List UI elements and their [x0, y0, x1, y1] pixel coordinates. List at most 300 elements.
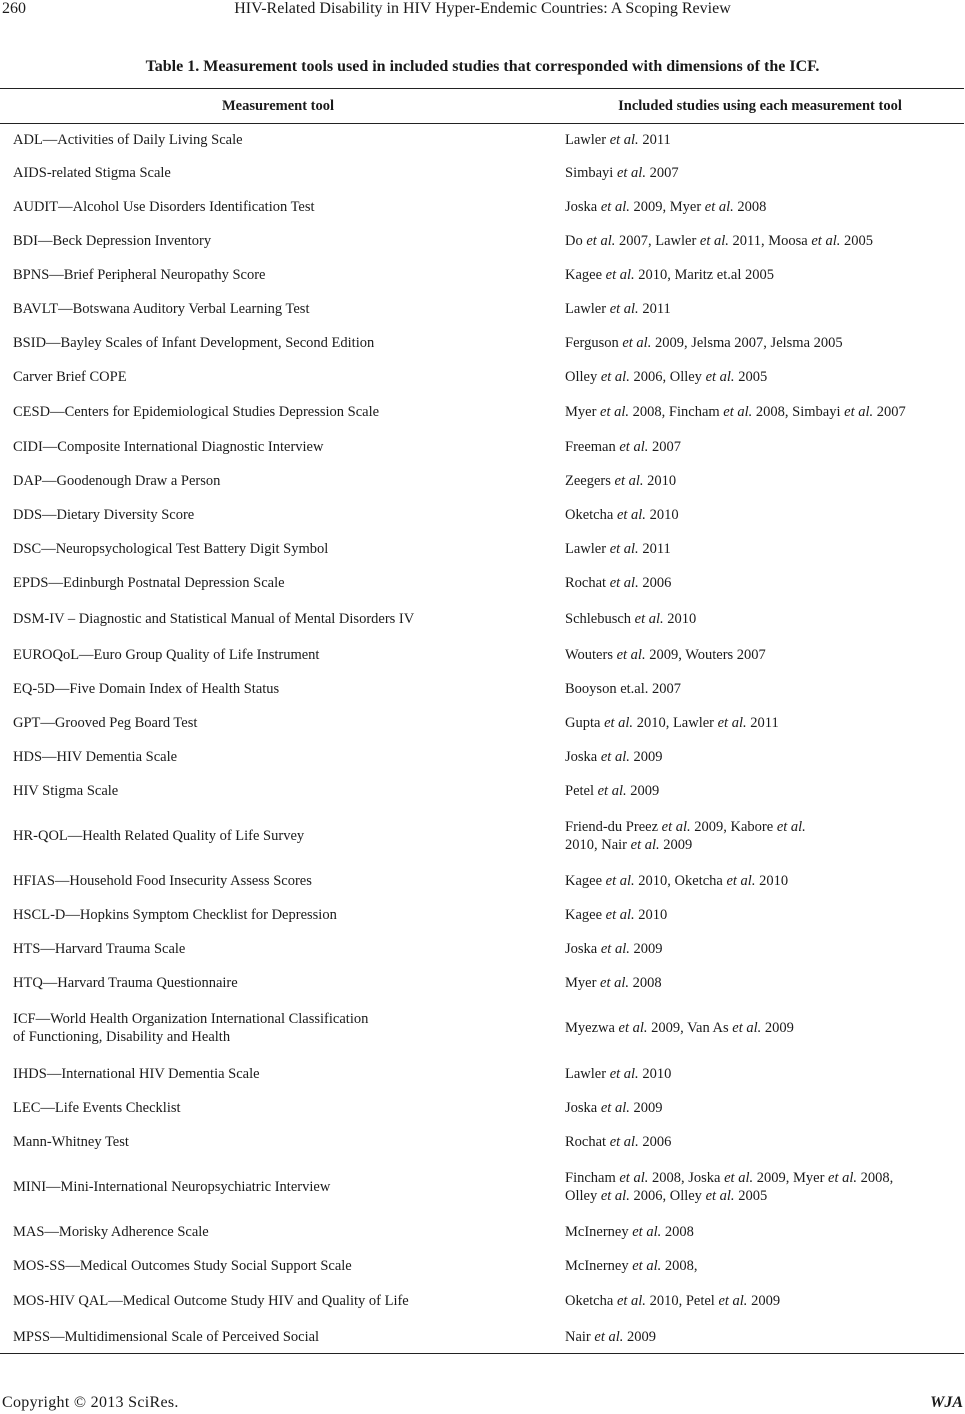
studies-line: [565, 540, 964, 558]
tool-name-line: HTQ—Harvard Trauma Questionnaire: [13, 975, 238, 991]
studies-cell: [553, 748, 964, 766]
tool-name-line: DAP—Goodenough Draw a Person: [13, 473, 221, 489]
citation-text: Oketcha: [565, 1293, 617, 1309]
tool-cell: [0, 300, 553, 318]
studies-cell: [553, 1292, 964, 1310]
studies-line: [565, 610, 964, 628]
citation-text: 2008, Fincham: [629, 404, 724, 420]
citation-et-al: et al.: [717, 715, 747, 731]
tool-cell: [0, 680, 553, 698]
table-row: [0, 637, 964, 672]
citation-text: McInerney: [565, 1257, 633, 1274]
citation-et-al: et al.: [609, 1134, 639, 1150]
tool-cell: [0, 610, 553, 628]
table-row: [0, 124, 964, 156]
citation-et-al: et al.: [605, 267, 635, 283]
citation-et-al: et al.: [622, 335, 652, 351]
studies-line: [565, 438, 964, 456]
citation-et-al: et al.: [732, 1020, 762, 1036]
table-header-row: [0, 89, 964, 124]
table-row: [0, 360, 964, 394]
citation-et-al: et al.: [616, 507, 646, 523]
studies-cell: [553, 540, 964, 558]
citation-text: 2009: [629, 1100, 663, 1116]
studies-line: [565, 232, 964, 250]
table-row: [0, 532, 964, 566]
studies-line: [565, 748, 964, 766]
studies-cell: [553, 818, 964, 854]
tool-cell: [0, 438, 553, 456]
citation-et-al: et al.: [828, 1169, 858, 1186]
tool-cell: [0, 403, 553, 421]
studies-line: [565, 1065, 964, 1083]
tool-cell: [0, 646, 553, 664]
citation-et-al: et al.: [616, 1293, 646, 1309]
table-row: [0, 1249, 964, 1282]
studies-line: [565, 940, 964, 958]
tool-name-line: MOS-SS—Medical Outcomes Study Social Support Scale: [13, 1257, 352, 1274]
tool-cell: [0, 872, 553, 890]
table-row: [0, 1320, 964, 1353]
citation-text: Olley: [565, 1187, 601, 1204]
tool-name-line: CIDI—Composite International Diagnostic Interview: [13, 439, 324, 455]
citation-et-al: et al.: [586, 233, 616, 249]
studies-line: [565, 1292, 964, 1310]
table-body: [0, 124, 964, 1354]
tool-name-line: MINI—Mini-International Neuropsychiatric Interview: [13, 1178, 331, 1195]
studies-line: [565, 1133, 964, 1151]
tool-cell: [0, 540, 553, 558]
tool-cell: [0, 574, 553, 592]
studies-line: [565, 646, 964, 664]
table-row: [0, 672, 964, 706]
citation-et-al: et al.: [600, 1187, 630, 1204]
studies-cell: [553, 940, 964, 958]
citation-text: Rochat: [565, 1134, 610, 1150]
citation-et-al: et al.: [632, 1257, 662, 1274]
citation-text: 2010: [638, 1065, 672, 1082]
table-row: [0, 430, 964, 464]
studies-cell: [553, 1223, 964, 1241]
studies-cell: [553, 1169, 964, 1205]
tool-cell: [0, 1178, 553, 1196]
citation-text: 2010, Maritz et.al 2005: [634, 267, 774, 283]
tool-cell: [0, 1065, 553, 1083]
table-row: [0, 932, 964, 966]
citation-et-al: et al.: [726, 873, 756, 889]
citation-text: Joska: [565, 749, 601, 765]
citation-text: Schlebusch: [565, 610, 635, 627]
studies-line: [565, 300, 964, 318]
citation-text: 2006, Olley: [629, 1187, 706, 1204]
citation-text: 2006, Olley: [629, 369, 706, 385]
citation-et-al: et al.: [705, 369, 735, 385]
citation-text: Zeegers: [565, 473, 615, 489]
table-row: [0, 464, 964, 498]
tool-name-line: BAVLT—Botswana Auditory Verbal Learning Test: [13, 301, 310, 317]
studies-cell: [553, 403, 964, 421]
studies-line: [565, 714, 964, 732]
studies-line: [565, 818, 964, 836]
studies-line: [565, 403, 964, 421]
studies-cell: [553, 680, 964, 698]
citation-text: McInerney: [565, 1223, 633, 1240]
table-row: [0, 1214, 964, 1249]
citation-text: 2009: [629, 941, 663, 957]
tool-cell: [0, 198, 553, 216]
citation-text: 2011, Moosa: [728, 233, 812, 249]
citation-text: Myezwa: [565, 1020, 619, 1036]
citation-text: 2010, Petel: [645, 1293, 719, 1309]
studies-cell: [553, 646, 964, 664]
tool-name-line: EUROQoL—Euro Group Quality of Life Instrument: [13, 646, 320, 663]
tool-name-line: LEC—Life Events Checklist: [13, 1100, 181, 1116]
tool-cell: [0, 906, 553, 924]
citation-text: 2010: [643, 473, 677, 489]
citation-text: 2009, Myer: [753, 1169, 829, 1186]
citation-text: Kagee: [565, 907, 606, 923]
tool-cell: [0, 1223, 553, 1241]
citation-et-al: et al.: [597, 783, 627, 799]
citation-et-al: et al.: [705, 1187, 735, 1204]
studies-line: [565, 164, 964, 182]
studies-cell: [553, 610, 964, 628]
citation-text: 2009: [626, 783, 660, 799]
citation-text: Ferguson: [565, 335, 623, 351]
citation-text: Lawler: [565, 132, 610, 148]
tool-name-line: AIDS-related Stigma Scale: [13, 165, 171, 181]
tool-name-line: MAS—Morisky Adherence Scale: [13, 1223, 209, 1240]
table-row: [0, 774, 964, 808]
tool-cell: [0, 1010, 553, 1046]
tool-name-line: ICF—World Health Organization International Classification: [13, 1011, 369, 1027]
citation-text: 2005: [734, 369, 768, 385]
tool-name-line: DSC—Neuropsychological Test Battery Digit Symbol: [13, 541, 329, 557]
citation-text: Friend-du Preez: [565, 819, 662, 835]
citation-text: 2011: [746, 715, 779, 731]
table-row: [0, 326, 964, 360]
citation-et-al: et al.: [609, 575, 639, 591]
studies-line: [565, 906, 964, 924]
table-row: [0, 156, 964, 190]
citation-text: Wouters: [565, 646, 617, 663]
tool-cell: [0, 1257, 553, 1275]
table-row: [0, 808, 964, 864]
citation-et-al: et al.: [614, 473, 644, 489]
tool-cell: [0, 1133, 553, 1151]
studies-line: [565, 680, 964, 698]
citation-text: 2009: [659, 837, 693, 853]
tool-name-line: BDI—Beck Depression Inventory: [13, 233, 212, 249]
tool-name-line: DDS—Dietary Diversity Score: [13, 507, 195, 523]
citation-text: 2009: [761, 1020, 794, 1036]
citation-et-al: et al.: [618, 1020, 648, 1036]
citation-text: Myer: [565, 975, 601, 991]
studies-line: [565, 1187, 964, 1205]
table-row: [0, 394, 964, 430]
citation-text: 2009: [747, 1293, 781, 1309]
tool-name-line: of Functioning, Disability and Health: [13, 1029, 231, 1045]
studies-cell: [553, 506, 964, 524]
table-row: [0, 898, 964, 932]
studies-cell: [553, 1328, 964, 1346]
running-title: HIV-Related Disability in HIV Hyper-Endemic Countries: A Scoping Review: [234, 0, 731, 17]
copyright-notice: Copyright © 2013 SciRes.: [2, 1394, 179, 1411]
citation-et-al: et al.: [609, 301, 639, 317]
tool-cell: [0, 164, 553, 182]
citation-et-al: et al.: [619, 439, 649, 455]
citation-text: Myer: [565, 404, 601, 420]
table-row: [0, 258, 964, 292]
tool-cell: [0, 506, 553, 524]
citation-text: 2011: [638, 301, 671, 317]
citation-text: 2007: [873, 404, 906, 420]
citation-text: 2010: [663, 610, 697, 627]
studies-cell: [553, 266, 964, 284]
citation-text: Fincham: [565, 1169, 620, 1186]
citation-text: 2009, Myer: [629, 199, 705, 215]
citation-text: 2010, Nair: [565, 837, 631, 853]
citation-text: Kagee: [565, 873, 606, 889]
tool-cell: [0, 1328, 553, 1346]
column-header-studies: Included studies using each measurement tool: [618, 97, 902, 114]
citation-text: 2010: [645, 507, 679, 523]
table-row: [0, 1091, 964, 1125]
table-row: [0, 1282, 964, 1320]
studies-cell: [553, 906, 964, 924]
citation-text: 2009, Wouters 2007: [645, 646, 766, 663]
citation-text: 2007, Lawler: [615, 233, 700, 249]
tool-name-line: BSID—Bayley Scales of Infant Development, Second Edition: [13, 335, 375, 351]
citation-text: Lawler: [565, 301, 610, 317]
citation-et-al: et al.: [776, 819, 806, 835]
citation-text: 2008, Joska: [648, 1169, 725, 1186]
tool-cell: [0, 1292, 553, 1310]
tool-name-line: Carver Brief COPE: [13, 369, 127, 385]
studies-cell: [553, 472, 964, 490]
citation-text: 2005: [840, 233, 873, 249]
citation-et-al: et al.: [600, 199, 630, 215]
studies-line: [565, 506, 964, 524]
citation-text: 2010: [634, 907, 668, 923]
citation-et-al: et al.: [718, 1293, 748, 1309]
citation-text: 2007: [645, 165, 679, 181]
citation-text: 2008, Simbayi: [752, 404, 845, 420]
citation-et-al: et al.: [619, 1169, 649, 1186]
citation-et-al: et al.: [604, 715, 634, 731]
citation-text: Joska: [565, 941, 601, 957]
tool-name-line: HDS—HIV Dementia Scale: [13, 749, 178, 765]
studies-line: [565, 782, 964, 800]
citation-text: 2011: [638, 132, 671, 148]
citation-text: 2009, Jelsma 2007, Jelsma 2005: [651, 335, 843, 351]
citation-text: 2008,: [661, 1257, 698, 1274]
tool-cell: [0, 131, 553, 149]
tool-cell: [0, 1099, 553, 1117]
tool-name-line: HR-QOL—Health Related Quality of Life Survey: [13, 828, 305, 844]
tool-name-line: BPNS—Brief Peripheral Neuropathy Score: [13, 267, 266, 283]
citation-text: Gupta: [565, 715, 605, 731]
table-row: [0, 292, 964, 326]
studies-line: [565, 198, 964, 216]
tool-cell: [0, 334, 553, 352]
studies-line: [565, 1328, 964, 1346]
tool-cell: [0, 748, 553, 766]
tool-name-line: HIV Stigma Scale: [13, 783, 119, 799]
studies-cell: [553, 872, 964, 890]
studies-line: [565, 131, 964, 149]
citation-text: 2006: [638, 1134, 672, 1150]
table-row: [0, 224, 964, 258]
citation-et-al: et al.: [594, 1328, 624, 1345]
citation-et-al: et al.: [609, 1065, 639, 1082]
tool-name-line: DSM-IV – Diagnostic and Statistical Manual of Mental Disorders IV: [13, 610, 415, 627]
tool-name-line: EPDS—Edinburgh Postnatal Depression Scale: [13, 575, 285, 591]
citation-text: Joska: [565, 1100, 601, 1116]
studies-cell: [553, 574, 964, 592]
tool-cell: [0, 782, 553, 800]
citation-text: 2009, Kabore: [690, 819, 777, 835]
tool-name-line: EQ-5D—Five Domain Index of Health Status: [13, 681, 280, 697]
studies-cell: [553, 1019, 964, 1037]
citation-text: 2006: [638, 575, 672, 591]
table-row: [0, 566, 964, 600]
studies-cell: [553, 131, 964, 149]
citation-et-al: et al.: [811, 233, 841, 249]
citation-et-al: et al.: [632, 1223, 662, 1240]
citation-et-al: et al.: [630, 837, 660, 853]
citation-et-al: et al.: [609, 541, 639, 557]
citation-et-al: et al.: [724, 1169, 754, 1186]
tool-cell: [0, 940, 553, 958]
tool-name-line: MPSS—Multidimensional Scale of Perceived Social: [13, 1328, 320, 1345]
citation-text: 2005: [734, 1187, 768, 1204]
tool-name-line: HSCL-D—Hopkins Symptom Checklist for Depression: [13, 907, 337, 923]
citation-text: Simbayi: [565, 165, 617, 181]
tool-name-line: MOS-HIV QAL—Medical Outcome Study HIV and Quality of Life: [13, 1293, 409, 1309]
citation-text: 2008: [629, 975, 662, 991]
citation-et-al: et al.: [704, 199, 734, 215]
table-row: [0, 1125, 964, 1159]
citation-et-al: et al.: [699, 233, 729, 249]
citation-et-al: et al.: [634, 610, 664, 627]
citation-text: Kagee: [565, 267, 606, 283]
citation-text: Booyson et.al. 2007: [565, 681, 681, 697]
citation-et-al: et al.: [600, 749, 630, 765]
page-number: 260: [2, 0, 26, 17]
studies-cell: [553, 974, 964, 992]
citation-et-al: et al.: [616, 165, 646, 181]
studies-cell: [553, 782, 964, 800]
tool-name-line: HFIAS—Household Food Insecurity Assess Scores: [13, 873, 312, 889]
studies-line: [565, 472, 964, 490]
citation-text: Do: [565, 233, 587, 249]
studies-cell: [553, 438, 964, 456]
citation-et-al: et al.: [661, 819, 691, 835]
studies-line: [565, 574, 964, 592]
tool-cell: [0, 368, 553, 386]
citation-text: 2008: [661, 1223, 694, 1240]
citation-text: 2010: [755, 873, 789, 889]
studies-line: [565, 1223, 964, 1241]
citation-text: Lawler: [565, 1065, 610, 1082]
studies-cell: [553, 164, 964, 182]
tool-name-line: IHDS—International HIV Dementia Scale: [13, 1065, 260, 1082]
citation-et-al: et al.: [616, 646, 646, 663]
studies-cell: [553, 1099, 964, 1117]
studies-cell: [553, 1065, 964, 1083]
citation-text: 2007: [648, 439, 681, 455]
table-caption: Table 1. Measurement tools used in included studies that corresponded with dimensions of the ICF.: [145, 58, 820, 75]
page-footer: [0, 1394, 965, 1414]
citation-text: Oketcha: [565, 507, 617, 523]
citation-text: 2009, Van As: [647, 1020, 733, 1036]
studies-line: [565, 872, 964, 890]
citation-et-al: et al.: [605, 873, 635, 889]
citation-et-al: et al.: [600, 1100, 630, 1116]
citation-text: 2011: [638, 541, 671, 557]
studies-cell: [553, 232, 964, 250]
running-head: [0, 0, 965, 24]
citation-text: 2009: [623, 1328, 657, 1345]
tool-cell: [0, 714, 553, 732]
studies-line: [565, 1099, 964, 1117]
studies-line: [565, 1019, 964, 1037]
studies-line: [565, 334, 964, 352]
studies-cell: [553, 368, 964, 386]
studies-cell: [553, 1257, 964, 1275]
table-row: [0, 1000, 964, 1056]
table-row: [0, 498, 964, 532]
citation-text: Joska: [565, 199, 601, 215]
studies-line: [565, 1169, 964, 1187]
table-row: [0, 190, 964, 224]
studies-cell: [553, 300, 964, 318]
citation-text: Rochat: [565, 575, 610, 591]
citation-et-al: et al.: [609, 132, 639, 148]
studies-line: [565, 266, 964, 284]
table-row: [0, 966, 964, 1000]
studies-line: [565, 368, 964, 386]
column-header-tool: Measurement tool: [221, 97, 335, 114]
tool-name-line: CESD—Centers for Epidemiological Studies Depression Scale: [13, 404, 380, 420]
studies-line: [565, 974, 964, 992]
table-row: [0, 740, 964, 774]
citation-text: 2008,: [857, 1169, 894, 1186]
citation-text: Nair: [565, 1328, 595, 1345]
citation-text: 2010, Lawler: [633, 715, 718, 731]
citation-text: Freeman: [565, 439, 620, 455]
tool-cell: [0, 266, 553, 284]
tool-cell: [0, 974, 553, 992]
citation-text: Olley: [565, 369, 601, 385]
tool-name-line: HTS—Harvard Trauma Scale: [13, 941, 186, 957]
citation-text: 2009: [629, 749, 663, 765]
table-row: [0, 600, 964, 637]
studies-cell: [553, 1133, 964, 1151]
citation-et-al: et al.: [600, 404, 630, 420]
tool-cell: [0, 827, 553, 845]
tool-name-line: Mann-Whitney Test: [13, 1134, 129, 1150]
journal-abbreviation: WJA: [930, 1394, 963, 1411]
citation-text: 2010, Oketcha: [634, 873, 727, 889]
citation-et-al: et al.: [600, 941, 630, 957]
table-row: [0, 706, 964, 740]
citation-et-al: et al.: [844, 404, 874, 420]
citation-text: Petel: [565, 783, 598, 799]
tool-name-line: ADL—Activities of Daily Living Scale: [13, 132, 243, 148]
citation-et-al: et al.: [723, 404, 753, 420]
